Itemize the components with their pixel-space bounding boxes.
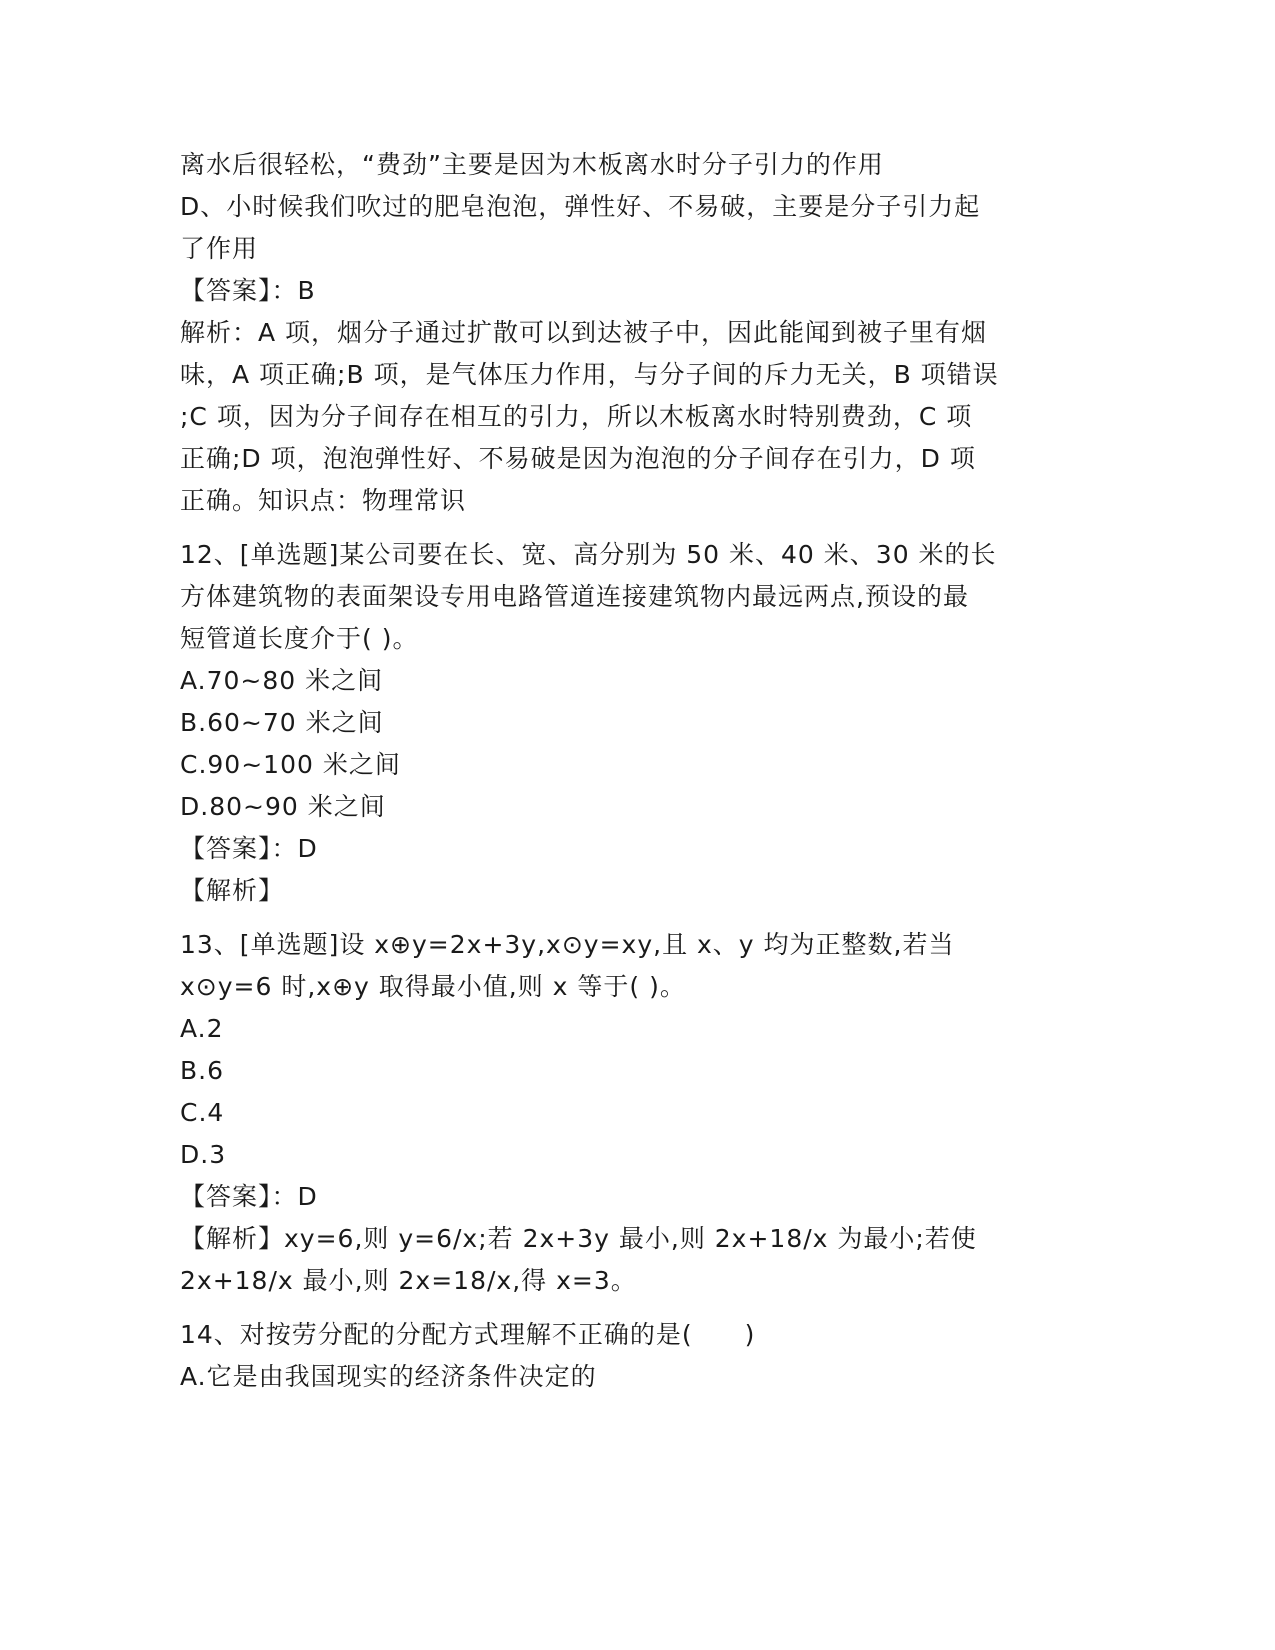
question-stem: x⊙y=6 时,x⊕y 取得最小值,则 x 等于( )。	[180, 972, 686, 1001]
question-11-continuation	[180, 144, 1080, 522]
question-14	[180, 1314, 1080, 1398]
answer-line: 【答案】：D	[180, 834, 318, 863]
option-d-cont: 了作用	[180, 234, 259, 263]
analysis-line: 味，A 项正确;B 项，是气体压力作用，与分子间的斥力无关，B 项错误	[180, 360, 999, 389]
analysis-line: 【解析】	[180, 876, 285, 905]
analysis-line: 正确;D 项，泡泡弹性好、不易破是因为泡泡的分子间存在引力，D 项	[180, 444, 976, 473]
question-stem: 短管道长度介于( )。	[180, 624, 419, 653]
answer-line: 【答案】：B	[180, 276, 316, 305]
document-page	[180, 144, 1080, 1398]
option-b: B.60~70 米之间	[180, 708, 384, 737]
answer-line: 【答案】：D	[180, 1182, 318, 1211]
analysis-line: ;C 项，因为分子间存在相互的引力，所以木板离水时特别费劲，C 项	[180, 402, 973, 431]
option-d: D.3	[180, 1140, 227, 1169]
option-a: A.它是由我国现实的经济条件决定的	[180, 1362, 597, 1391]
analysis-line: 2x+18/x 最小,则 2x=18/x,得 x=3。	[180, 1266, 637, 1295]
option-b: B.6	[180, 1056, 225, 1085]
question-stem: 13、[单选题]设 x⊕y=2x+3y,x⊙y=xy,且 x、y 均为正整数,若当	[180, 930, 955, 959]
analysis-line: 解析：A 项，烟分子通过扩散可以到达被子中，因此能闻到被子里有烟	[180, 318, 988, 347]
question-spacer	[180, 912, 1080, 924]
question-13	[180, 924, 1080, 1302]
question-stem: 12、[单选题]某公司要在长、宽、高分别为 50 米、40 米、30 米的长	[180, 540, 997, 569]
analysis-line: 正确。知识点：物理常识	[180, 486, 467, 515]
option-d: D、小时候我们吹过的肥皂泡泡，弹性好、不易破，主要是分子引力起	[180, 192, 981, 221]
question-12	[180, 534, 1080, 912]
option-c: C.90~100 米之间	[180, 750, 401, 779]
option-c: C.4	[180, 1098, 225, 1127]
question-spacer	[180, 522, 1080, 534]
option-d: D.80~90 米之间	[180, 792, 386, 821]
option-a: A.2	[180, 1014, 224, 1043]
analysis-line: 【解析】xy=6,则 y=6/x;若 2x+3y 最小,则 2x+18/x 为最小;若使	[180, 1224, 977, 1253]
question-stem: 14、对按劳分配的分配方式理解不正确的是( )	[180, 1320, 756, 1349]
question-stem: 方体建筑物的表面架设专用电路管道连接建筑物内最远两点,预设的最	[180, 582, 969, 611]
option-c-tail: 离水后很轻松，“费劲”主要是因为木板离水时分子引力的作用	[180, 150, 884, 179]
question-spacer	[180, 1302, 1080, 1314]
option-a: A.70~80 米之间	[180, 666, 384, 695]
